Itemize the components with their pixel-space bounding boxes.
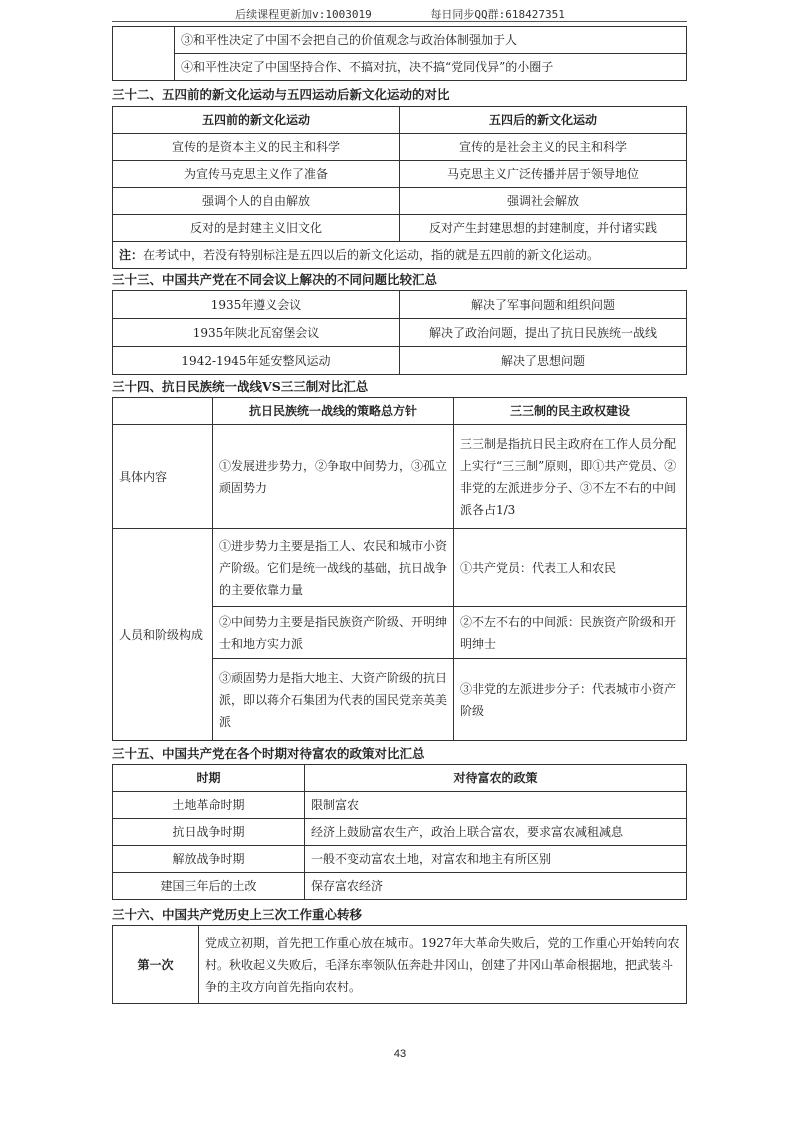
section-32-title: 三十二、五四前的新文化运动与五四运动后新文化运动的对比 (112, 87, 450, 102)
row-label: 人员和阶级构成 (113, 529, 213, 741)
table-cell: ③顽固势力是指大地主、大资产阶级的抗日派，即以蒋介石集团为代表的国民党亲英美派 (213, 659, 454, 741)
table-cell: 强调社会解放 (400, 188, 687, 215)
continued-table-label-cell (113, 27, 175, 81)
table-cell: 限制富农 (305, 792, 687, 819)
table-cell: 解决了军事问题和组织问题 (400, 291, 687, 319)
header-divider (112, 21, 687, 22)
header-qq-group: 每日同步QQ群:618427351 (430, 8, 565, 21)
table-cell: 土地革命时期 (113, 792, 305, 819)
continued-table-row: ④和平性决定了中国坚持合作、不搞对抗，决不搞“党同伐异”的小圈子 (175, 54, 687, 81)
row-label: 具体内容 (113, 425, 213, 529)
section-36-table (112, 925, 687, 1004)
continued-table (112, 26, 687, 81)
table-header: 时期 (113, 765, 305, 792)
section-34-table (112, 397, 687, 741)
note-label: 注： (119, 248, 144, 262)
table-cell: 解决了政治问题，提出了抗日民族统一战线 (400, 319, 687, 347)
table-cell: 马克思主义广泛传播并居于领导地位 (400, 161, 687, 188)
table-cell: 解决了思想问题 (400, 347, 687, 375)
table-cell: 1942-1945年延安整风运动 (113, 347, 400, 375)
page-number: 43 (393, 1048, 407, 1060)
continued-table-row: ③和平性决定了中国不会把自己的价值观念与政治体制强加于人 (175, 27, 687, 54)
section-33-table (112, 290, 687, 375)
table-cell: 强调个人的自由解放 (113, 188, 400, 215)
section-36-title: 三十六、中国共产党历史上三次工作重心转移 (112, 907, 363, 922)
page-header (0, 6, 800, 22)
table-cell: 反对的是封建主义旧文化 (113, 215, 400, 242)
table-cell: ①进步势力主要是指工人、农民和城市小资产阶级。它们是统一战线的基础，抗日战争的主要依靠力量 (213, 529, 454, 607)
table-cell: 1935年陕北瓦窑堡会议 (113, 319, 400, 347)
table-cell: 保存富农经济 (305, 873, 687, 900)
table-header: 抗日民族统一战线的策略总方针 (213, 398, 454, 425)
table-header: 五四后的新文化运动 (400, 107, 687, 134)
table-cell: ①共产党员：代表工人和农民 (454, 529, 687, 607)
table-cell: ①发展进步势力，②争取中间势力，③孤立顽固势力 (213, 425, 454, 529)
table-cell: 1935年遵义会议 (113, 291, 400, 319)
section-34-title: 三十四、抗日民族统一战线VS三三制对比汇总 (112, 379, 369, 394)
table-corner-cell (113, 398, 213, 425)
row-label: 第一次 (113, 926, 199, 1004)
section-35-title: 三十五、中国共产党在各个时期对待富农的政策对比汇总 (112, 746, 425, 761)
table-cell: 一般不变动富农土地，对富农和地主有所区别 (305, 846, 687, 873)
section-32-table (112, 106, 687, 269)
table-cell: 反对产生封建思想的封建制度，并付诸实践 (400, 215, 687, 242)
table-cell: 解放战争时期 (113, 846, 305, 873)
table-cell: ②不左不右的中间派：民族资产阶级和开明绅士 (454, 607, 687, 659)
note-text: 在考试中，若没有特别标注是五四以后的新文化运动，指的就是五四前的新文化运动。 (143, 248, 600, 262)
header-course-info: 后续课程更新加v:1003019 (235, 8, 372, 21)
table-header: 对待富农的政策 (305, 765, 687, 792)
table-header: 五四前的新文化运动 (113, 107, 400, 134)
table-cell: 党成立初期，首先把工作重心放在城市。1927年大革命失败后，党的工作重心开始转向农村。秋收起义失败后，毛泽东率领队伍奔赴井冈山，创建了井冈山革命根据地，把武装斗争的主攻方向首先指向农村。 (199, 926, 687, 1004)
table-header: 三三制的民主政权建设 (454, 398, 687, 425)
section-33-title: 三十三、中国共产党在不同会议上解决的不同问题比较汇总 (112, 272, 438, 287)
table-cell: 抗日战争时期 (113, 819, 305, 846)
table-cell: ③非党的左派进步分子：代表城市小资产阶级 (454, 659, 687, 741)
table-cell: 经济上鼓励富农生产，政治上联合富农，要求富农减租减息 (305, 819, 687, 846)
table-cell: 为宣传马克思主义作了准备 (113, 161, 400, 188)
table-cell: 宣传的是资本主义的民主和科学 (113, 134, 400, 161)
section-35-table (112, 764, 687, 900)
table-cell: ②中间势力主要是指民族资产阶级、开明绅士和地方实力派 (213, 607, 454, 659)
table-cell: 宣传的是社会主义的民主和科学 (400, 134, 687, 161)
section-32-note (113, 242, 687, 269)
table-cell: 三三制是指抗日民主政府在工作人员分配上实行“三三制”原则，即①共产党员、②非党的左派进步分子、③不左不右的中间派各占1/3 (454, 425, 687, 529)
table-cell: 建国三年后的土改 (113, 873, 305, 900)
